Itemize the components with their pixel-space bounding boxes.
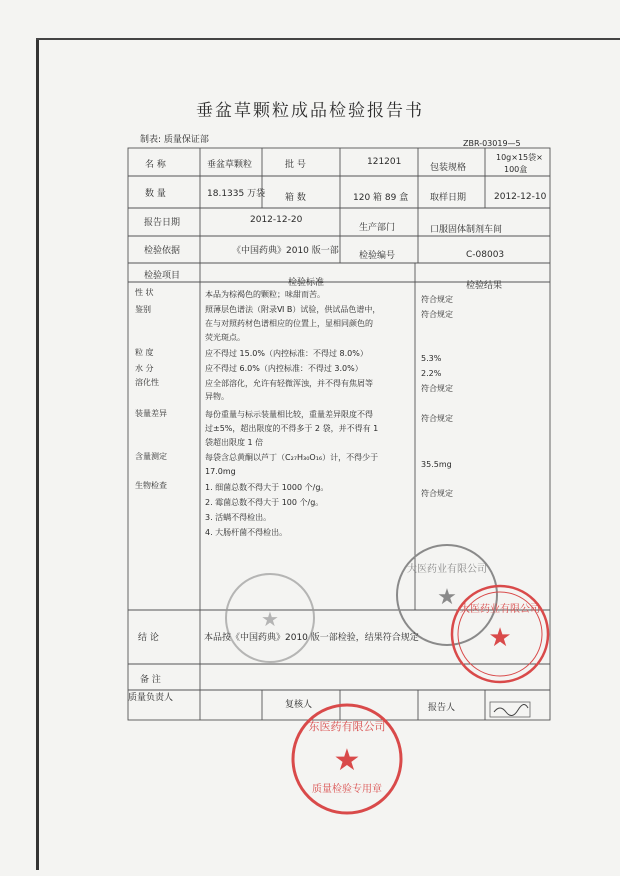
qc-seal-text-top: 东医药有限公司 <box>308 720 386 733</box>
maker-label: 制表: 质量保证部 <box>140 135 209 145</box>
conclusion-value: 本品按《中国药典》2010 版一部检验，结果符合规定 <box>204 633 419 643</box>
standard-rongxing-2: 异物。 <box>205 392 229 401</box>
sample-date-value: 2012-12-10 <box>494 192 547 202</box>
result-shengwu: 符合规定 <box>421 489 453 498</box>
standard-shengwu-4: 4. 大肠杆菌不得检出。 <box>205 528 288 537</box>
basis-value: 《中国药典》2010 版一部 <box>232 246 339 256</box>
column-item: 检验项目 <box>144 271 181 281</box>
item-rongxing: 溶化性 <box>135 378 159 387</box>
name-label: 名 称 <box>145 160 166 170</box>
standard-jianbie-2: 在与对照药材色谱相应的位置上，显相同颜色的 <box>205 319 373 328</box>
standard-zhuangliang-1: 每份重量与标示装量相比较，重量差异限度不得 <box>205 410 373 419</box>
standard-rongxing-1: 应全部溶化，允许有轻微浑浊，并不得有焦屑等 <box>205 379 373 388</box>
result-xingzhuang: 符合规定 <box>421 295 453 304</box>
sample-date-label: 取样日期 <box>430 193 467 203</box>
qa-label: 质量负责人 <box>128 693 174 703</box>
test-no-value: C-08003 <box>466 250 505 260</box>
qc-seal-text-bottom: 质量检验专用章 <box>312 784 382 795</box>
standard-shengwu-1: 1. 细菌总数不得大于 1000 个/g。 <box>205 483 329 492</box>
standard-hanliang-2: 17.0mg <box>205 467 236 476</box>
standard-hanliang-1: 每袋含总黄酮以芦丁（C₂₇H₃₀O₁₆）计，不得少于 <box>205 453 379 462</box>
gray-seal-text: 大医药业有限公司 <box>407 564 487 575</box>
name-value: 垂盆草颗粒 <box>207 160 253 170</box>
qty-label: 数 量 <box>145 189 166 199</box>
dept-value: 口服固体制剂车间 <box>430 225 503 235</box>
document-number: ZBR-03019—5 <box>463 139 521 148</box>
batch-value: 121201 <box>367 157 402 167</box>
standard-shengwu-2: 2. 霉菌总数不得大于 100 个/g。 <box>205 498 324 507</box>
spec-value-2: 100盒 <box>504 165 528 174</box>
svg-text:★: ★ <box>261 607 279 631</box>
item-shuifen: 水 分 <box>135 364 154 373</box>
spec-label: 包装规格 <box>430 163 467 173</box>
reporter-signature <box>488 700 534 720</box>
standard-shengwu-3: 3. 活螨不得检出。 <box>205 513 272 522</box>
faded-seal-left <box>220 568 320 668</box>
standard-xingzhuang: 本品为棕褐色的颗粒；味甜而苦。 <box>205 290 325 299</box>
result-zhuangliang: 符合规定 <box>421 414 453 423</box>
item-lidu: 粒 度 <box>135 348 154 357</box>
qc-inspection-seal <box>288 700 406 818</box>
result-rongxing: 符合规定 <box>421 384 453 393</box>
item-xingzhuang: 性 状 <box>135 288 154 297</box>
dept-label: 生产部门 <box>359 223 396 233</box>
result-jianbie: 符合规定 <box>421 310 453 319</box>
standard-jianbie-3: 荧光斑点。 <box>205 333 245 342</box>
conclusion-label: 结 论 <box>138 633 159 643</box>
report-date-value: 2012-12-20 <box>250 215 303 225</box>
basis-label: 检验依据 <box>144 246 181 256</box>
box-label: 箱 数 <box>285 193 306 203</box>
red-seal-text: 大医药业有限公司 <box>460 604 540 615</box>
batch-label: 批 号 <box>285 160 306 170</box>
svg-text:★: ★ <box>488 623 512 653</box>
result-lidu: 5.3% <box>421 354 442 363</box>
reporter-label: 报告人 <box>428 703 456 713</box>
page-title: 垂盆草颗粒成品检验报告书 <box>196 101 424 121</box>
column-standard: 检验标准 <box>288 278 325 288</box>
red-company-seal <box>448 582 552 686</box>
item-hanliang: 含量测定 <box>135 452 167 461</box>
item-zhuangliang: 装量差异 <box>135 409 167 418</box>
reviewer-label: 复核人 <box>285 700 313 710</box>
standard-jianbie-1: 照薄层色谱法（附录Ⅵ B）试验，供试品色谱中， <box>205 305 381 314</box>
svg-text:★: ★ <box>333 743 361 778</box>
item-jianbie: 鉴别 <box>135 305 151 314</box>
spec-value-1: 10g×15袋× <box>496 153 543 162</box>
item-shengwu: 生物检查 <box>135 481 167 490</box>
test-no-label: 检验编号 <box>359 251 396 261</box>
standard-zhuangliang-3: 袋超出限度 1 倍 <box>205 438 264 447</box>
standard-lidu: 应不得过 15.0%（内控标准：不得过 8.0%） <box>205 349 368 358</box>
report-date-label: 报告日期 <box>144 218 181 228</box>
column-result: 检验结果 <box>466 281 503 291</box>
box-value: 120 箱 89 盒 <box>353 193 409 203</box>
svg-text:★: ★ <box>437 585 457 610</box>
result-shuifen: 2.2% <box>421 369 442 378</box>
standard-zhuangliang-2: 过±5%，超出限度的不得多于 2 袋，并不得有 1 <box>205 424 379 433</box>
standard-shuifen: 应不得过 6.0%（内控标准：不得过 3.0%） <box>205 364 363 373</box>
qty-value: 18.1335 万袋 <box>207 189 266 199</box>
result-hanliang: 35.5mg <box>421 460 452 469</box>
remark-label: 备 注 <box>140 675 161 685</box>
